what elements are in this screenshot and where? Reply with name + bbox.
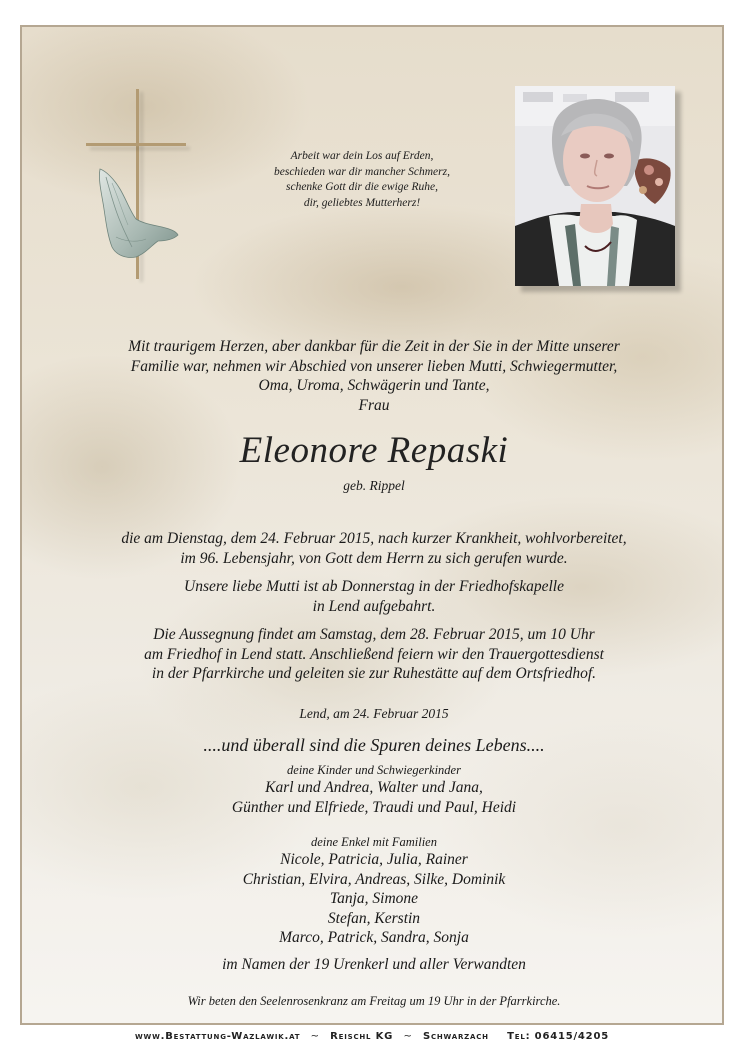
intro-line: Frau	[358, 396, 390, 414]
intro-paragraph	[52, 337, 696, 415]
footer-separator: ~	[310, 1031, 320, 1042]
children-section	[52, 762, 696, 817]
funeral-line: in der Pfarrkirche und geleiten sie zur Ruhestätte auf dem Ortsfriedhof.	[151, 665, 597, 682]
rosary-notice: Wir beten den Seelenrosenkranz am Freitag um 19 Uhr in der Pfarrkirche.	[187, 994, 561, 1008]
viewing-paragraph	[52, 577, 696, 616]
cross-bar	[86, 143, 186, 146]
poem-line: beschieden war dir mancher Schmerz,	[274, 165, 450, 178]
motto: ....und überall sind die Spuren deines Lebens....	[203, 735, 545, 755]
grandchildren-names-line: Marco, Patrick, Sandra, Sonja	[279, 929, 469, 946]
children-label: deine Kinder und Schwiegerkinder	[287, 763, 461, 777]
grandchildren-names-line: Stefan, Kerstin	[327, 909, 421, 927]
praying-hands-icon	[96, 167, 186, 267]
cross-with-praying-hands	[84, 85, 194, 285]
grandchildren-names-line: Nicole, Patricia, Julia, Rainer	[280, 851, 468, 868]
portrait-photo	[515, 86, 675, 286]
funeral-home-footer	[20, 1031, 724, 1042]
viewing-line: in Lend aufgebahrt.	[312, 597, 436, 615]
death-notice-line: die am Dienstag, dem 24. Februar 2015, nach kurzer Krankheit, wohlvorbereitet,	[121, 530, 627, 547]
funeral-line: am Friedhof in Lend statt. Anschließend feiern wir den Trauergottesdienst	[144, 645, 604, 663]
footer-phone: Tel: 06415/4205	[507, 1031, 609, 1042]
intro-line: Familie war, nehmen wir Abschied von unserer lieben Mutti, Schwiegermutter,	[130, 357, 618, 375]
grandchildren-section	[52, 834, 696, 948]
grandchildren-label: deine Enkel mit Familien	[310, 835, 437, 849]
grandchildren-names-line: Tanja, Simone	[329, 890, 419, 907]
grandchildren-names-line: Christian, Elvira, Andreas, Silke, Dominik	[242, 870, 506, 888]
children-names-line: Günther und Elfriede, Traudi und Paul, Heidi	[231, 798, 517, 816]
intro-line: Mit traurigem Herzen, aber dankbar für die Zeit in der Sie in der Mitte unserer	[128, 338, 620, 355]
footer-town: Schwarzach	[422, 1031, 489, 1042]
great-grandchildren-line: im Namen der 19 Urenkerl und aller Verwandten	[222, 956, 526, 973]
footer-website: www.Bestattung-Wazlawik.at	[135, 1031, 301, 1042]
portrait-image	[515, 86, 675, 286]
death-notice-line: im 96. Lebensjahr, von Gott dem Herrn zu sich gerufen wurde.	[180, 549, 568, 567]
poem-verse	[222, 149, 502, 211]
poem-line: schenke Gott dir die ewige Ruhe,	[285, 181, 438, 193]
poem-line: Arbeit war dein Los auf Erden,	[290, 150, 434, 162]
funeral-line: Die Aussegnung findet am Samstag, dem 28. Februar 2015, um 10 Uhr	[153, 626, 595, 643]
poem-line: dir, geliebtes Mutterherz!	[303, 196, 421, 209]
obituary-card	[20, 25, 724, 1025]
children-names-line: Karl und Andrea, Walter und Jana,	[265, 779, 483, 796]
death-notice-paragraph	[52, 529, 696, 568]
intro-line: Oma, Uroma, Schwägerin und Tante,	[258, 377, 490, 394]
footer-company: Reischl KG	[330, 1031, 394, 1042]
footer-separator: ~	[403, 1031, 413, 1042]
funeral-paragraph	[52, 625, 696, 684]
maiden-name: geb. Rippel	[343, 478, 405, 493]
viewing-line: Unsere liebe Mutti ist ab Donnerstag in der Friedhofskapelle	[184, 578, 564, 595]
place-and-date: Lend, am 24. Februar 2015	[299, 706, 449, 721]
deceased-name: Eleonore Repaski	[239, 430, 509, 471]
